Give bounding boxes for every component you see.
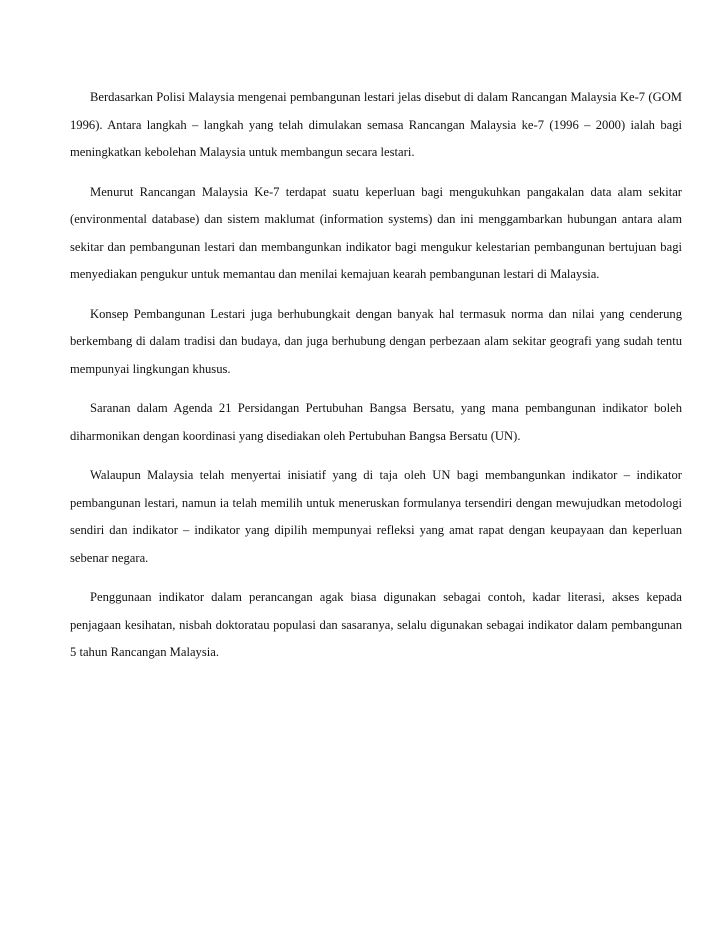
document-page [70,84,682,679]
paragraph-inisiatif-un: Walaupun Malaysia telah menyertai inisiatif yang di taja oleh UN bagi membangunkan indikator – indikator pembangunan lestari, namun ia telah memilih untuk meneruskan formulanya tersendiri dengan mewujudkan metodologi sendiri dan indikator – indikator yang dipilih mempunyai refleksi yang amat rapat dengan keupayaan dan keperluan sebenar negara. [70,468,682,565]
paragraph-rancangan-malaysia-ke7: Menurut Rancangan Malaysia Ke-7 terdapat suatu keperluan bagi mengukuhkan pangakalan data alam sekitar (environmental database) dan sistem maklumat (information systems) dan ini menggambarkan hubungan antara alam sekitar dan pembangunan lestari dan membangunkan indikator bagi mengukur kelestarian pembangunan bertujuan bagi menyediakan pengukur untuk memantau dan menilai kemajuan kearah pembangunan lestari di Malaysia. [70,184,682,281]
paragraph-agenda-21: Saranan dalam Agenda 21 Persidangan Pertubuhan Bangsa Bersatu, yang mana pembangunan indikator boleh diharmonikan dengan koordinasi yang disediakan oleh Pertubuhan Bangsa Bersatu (UN). [70,401,682,443]
paragraph-konsep-pembangunan-lestari: Konsep Pembangunan Lestari juga berhubungkait dengan banyak hal termasuk norma dan nilai yang cenderung berkembang di dalam tradisi dan budaya, dan juga berhubung dengan perbezaan alam sekitar geografi yang sudah tentu mempunyai lingkungan khusus. [70,306,682,376]
paragraph-penggunaan-indikator: Penggunaan indikator dalam perancangan agak biasa digunakan sebagai contoh, kadar literasi, akses kepada penjagaan kesihatan, nisbah doktoratau populasi dan sasaranya, selalu digunakan sebagai indikator dalam pembangunan 5 tahun Rancangan Malaysia. [70,590,682,659]
paragraph-polisi-malaysia: Berdasarkan Polisi Malaysia mengenai pembangunan lestari jelas disebut di dalam Rancangan Malaysia Ke-7 (GOM 1996). Antara langkah – langkah yang telah dimulakan semasa Rancangan Malaysia ke-7 (1996 – 2000) ialah bagi meningkatkan kebolehan Malaysia untuk membangun secara lestari. [70,90,682,159]
